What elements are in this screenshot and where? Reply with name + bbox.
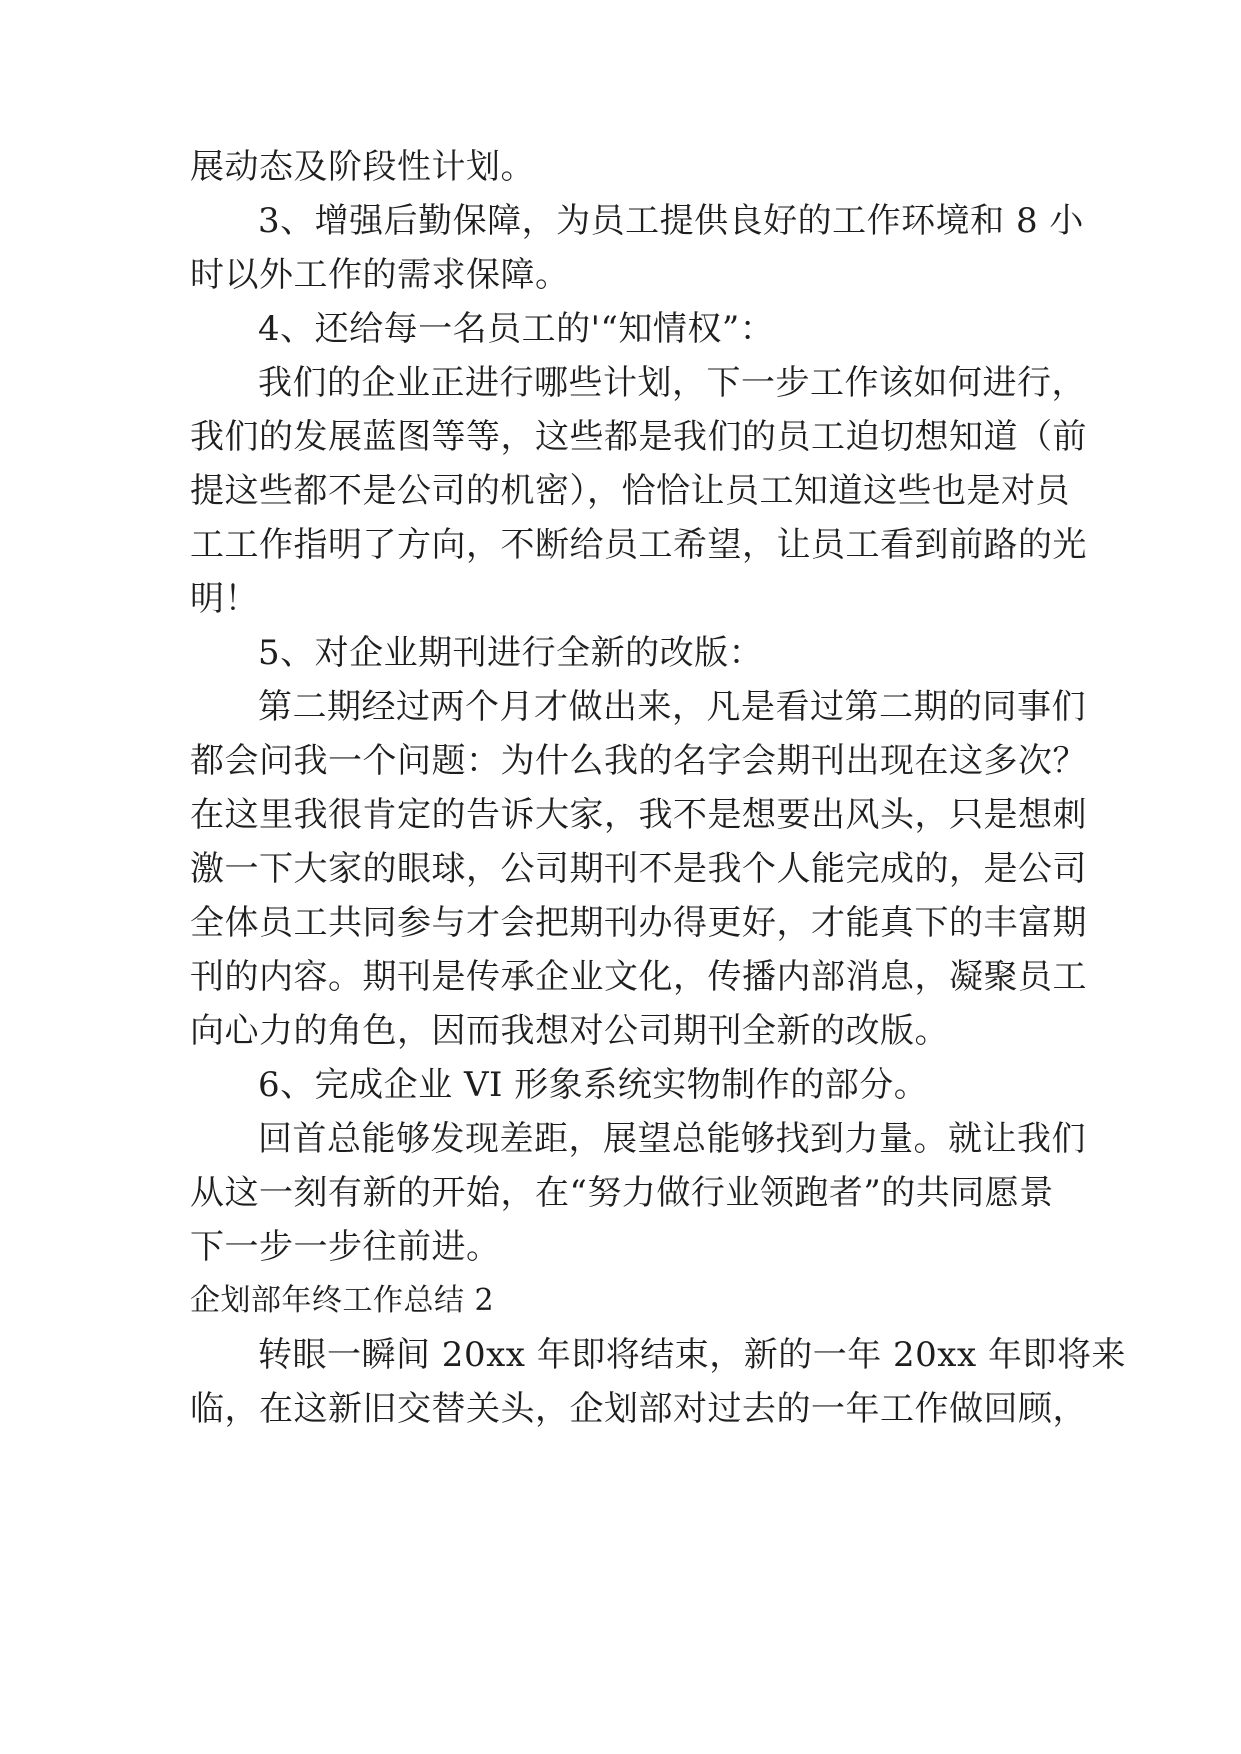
text-line: 从这一刻有新的开始，在“努力做行业领跑者”的共同愿景 [190,1173,1054,1213]
text-line: 回首总能够发现差距，展望总能够找到力量。就让我们 [258,1119,1086,1159]
text-line: 全体员工共同参与才会把期刊办得更好，才能真下的丰富期 [190,903,1087,943]
text-line: 激一下大家的眼球，公司期刊不是我个人能完成的，是公司 [190,849,1087,889]
text-line: 工工作指明了方向，不断给员工希望，让员工看到前路的光 [190,525,1087,565]
text-line: 展动态及阶段性计划。 [190,147,535,187]
section-heading: 企划部年终工作总结 2 [190,1283,495,1318]
text-line: 刊的内容。期刊是传承企业文化，传播内部消息，凝聚员工 [190,957,1087,997]
text-line: 3、增强后勤保障，为员工提供良好的工作环境和 8 小 [258,201,1084,241]
text-line: 5、对企业期刊进行全新的改版： [258,633,764,673]
text-line: 6、完成企业 VI 形象系统实物制作的部分。 [258,1065,929,1105]
text-line: 都会问我一个问题：为什么我的名字会期刊出现在这多次？ [190,741,1087,781]
text-line: 明！ [190,579,259,619]
text-line: 在这里我很肯定的告诉大家，我不是想要出风头，只是想刺 [190,795,1087,835]
text-line: 第二期经过两个月才做出来，凡是看过第二期的同事们 [258,687,1086,727]
text-line: 转眼一瞬间 20xx 年即将结束，新的一年 20xx 年即将来 [258,1335,1126,1375]
text-line: 提这些都不是公司的机密），恰恰让员工知道这些也是对员 [190,471,1070,511]
text-line: 我们的发展蓝图等等，这些都是我们的员工迫切想知道（前 [190,417,1087,457]
text-line: 4、还给每一名员工的'“知情权”： [258,309,775,349]
text-line: 向心力的角色，因而我想对公司期刊全新的改版。 [190,1011,949,1051]
text-line: 临，在这新旧交替关头，企划部对过去的一年工作做回顾， [190,1389,1087,1429]
text-line: 我们的企业正进行哪些计划，下一步工作该如何进行， [258,363,1086,403]
text-line: 下一步一步往前进。 [190,1227,501,1267]
text-line: 时以外工作的需求保障。 [190,255,570,295]
